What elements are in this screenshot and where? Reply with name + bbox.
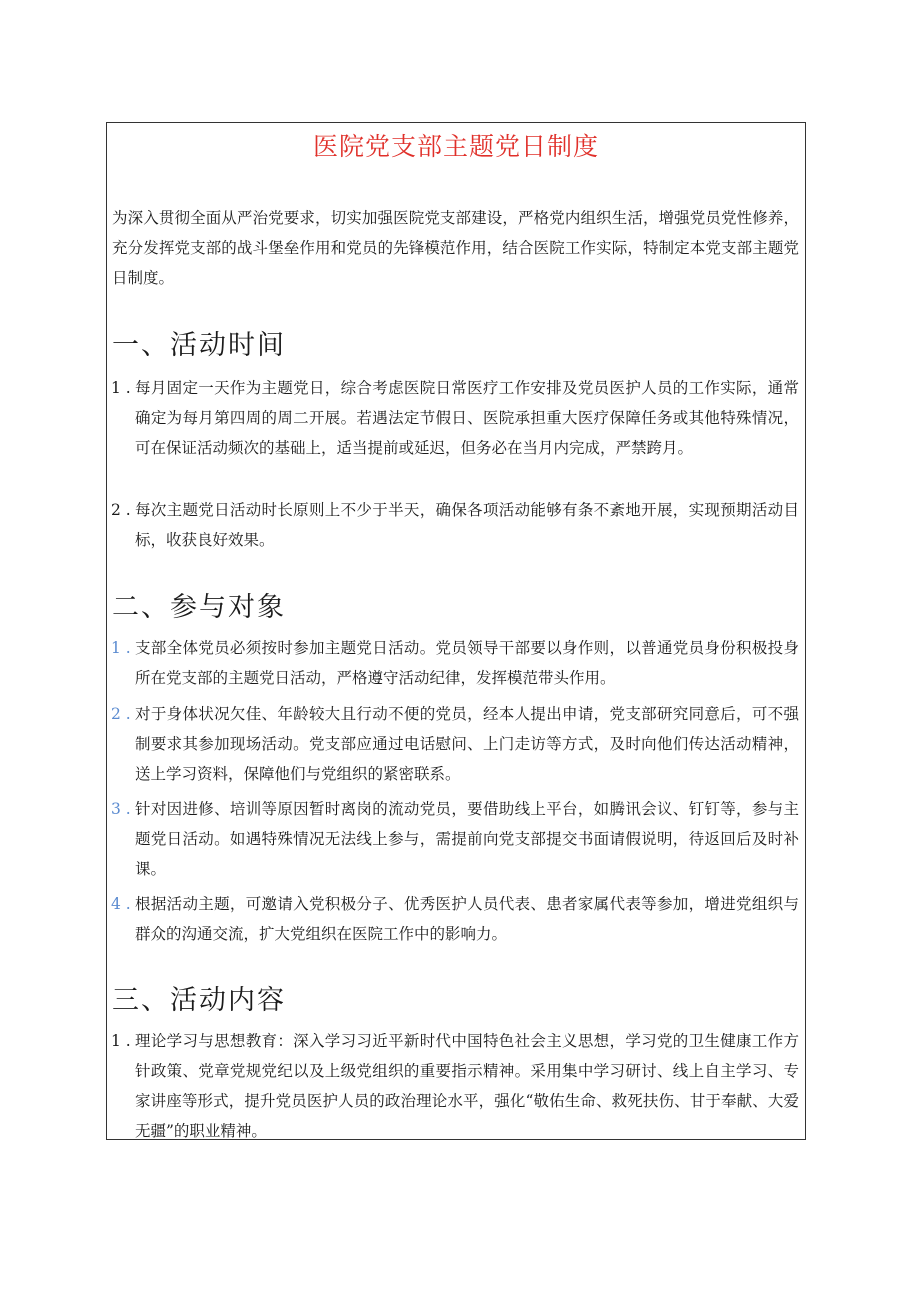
document-frame — [106, 122, 806, 1140]
section-heading: 二、参与对象 — [112, 592, 286, 623]
list-item — [107, 794, 799, 884]
item-number: 1 . — [111, 1032, 131, 1050]
item-number: 3 . — [111, 800, 131, 818]
list-item — [107, 633, 799, 693]
section-heading: 三、活动内容 — [112, 985, 286, 1016]
item-number: 1 . — [111, 379, 131, 397]
item-text: 每月固定一天作为主题党日，综合考虑医院日常医疗工作安排及党员医护人员的工作实际，通常确定为每月第四周的周二开展。若遇法定节假日、医院承担重大医疗保障任务或其他特殊情况，可在保证活动频次的基础上，适当提前或延迟，但务必在当月内完成，严禁跨月。 — [135, 379, 799, 457]
item-number: 2 . — [111, 501, 131, 519]
item-text: 对于身体状况欠佳、年龄较大且行动不便的党员，经本人提出申请，党支部研究同意后，可不强制要求其参加现场活动。党支部应通过电话慰问、上门走访等方式，及时向他们传达活动精神，送上学习资料，保障他们与党组织的紧密联系。 — [135, 705, 799, 783]
item-text: 每次主题党日活动时长原则上不少于半天，确保各项活动能够有条不紊地开展，实现预期活动目标，收获良好效果。 — [135, 501, 799, 549]
list-item — [107, 699, 799, 789]
item-number: 4 . — [111, 895, 131, 913]
list-item — [107, 495, 799, 555]
item-number: 2 . — [111, 705, 131, 723]
list-item — [107, 1026, 799, 1146]
item-text: 支部全体党员必须按时参加主题党日活动。党员领导干部要以身作则，以普通党员身份积极投身所在党支部的主题党日活动，严格遵守活动纪律，发挥模范带头作用。 — [135, 639, 799, 687]
item-text: 针对因进修、培训等原因暂时离岗的流动党员，要借助线上平台，如腾讯会议、钉钉等，参与主题党日活动。如遇特殊情况无法线上参与，需提前向党支部提交书面请假说明，待返回后及时补课。 — [135, 800, 799, 878]
intro-paragraph: 为深入贯彻全面从严治党要求，切实加强医院党支部建设，严格党内组织生活，增强党员党性修养，充分发挥党支部的战斗堡垒作用和党员的先锋模范作用，结合医院工作实际，特制定本党支部主题党日制度。 — [112, 209, 799, 287]
list-item — [107, 373, 799, 463]
list-item — [107, 889, 799, 949]
page-title: 医院党支部主题党日制度 — [312, 132, 599, 161]
item-number: 1 . — [111, 639, 131, 657]
item-text: 根据活动主题，可邀请入党积极分子、优秀医护人员代表、患者家属代表等参加，增进党组织与群众的沟通交流，扩大党组织在医院工作中的影响力。 — [135, 895, 799, 943]
section-heading: 一、活动时间 — [112, 330, 286, 361]
item-text: 理论学习与思想教育：深入学习习近平新时代中国特色社会主义思想，学习党的卫生健康工作方针政策、党章党规党纪以及上级党组织的重要指示精神。采用集中学习研讨、线上自主学习、专家讲座等形式，提升党员医护人员的政治理论水平，强化“敬佑生命、救死扶伤、甘于奉献、大爱无疆”的职业精神。 — [135, 1032, 799, 1140]
